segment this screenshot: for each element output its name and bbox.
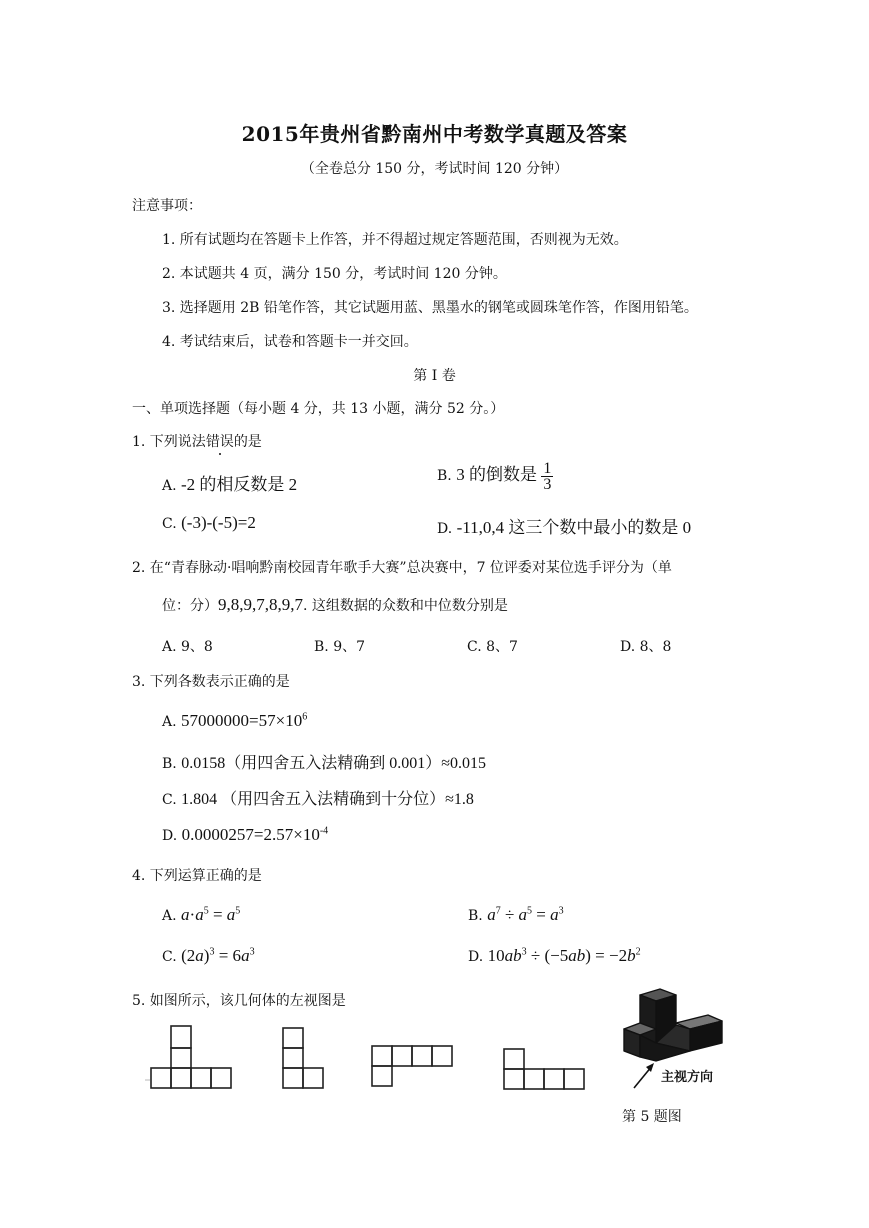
view-direction-label: 主视方向 <box>661 1070 714 1085</box>
q2-option-d: D. 8、8 <box>620 639 672 655</box>
q5-view-d-figure <box>498 1045 594 1093</box>
q4-option-b <box>468 905 564 925</box>
fraction-numerator: 1 <box>543 459 552 477</box>
option-label: B. <box>162 756 177 772</box>
q3-option-d <box>162 825 328 845</box>
notice-item-4: 4. 考试结束后，试卷和答题卡一并交回。 <box>162 334 418 350</box>
q1-emphasis: 错误 <box>205 434 234 450</box>
q5-solid-figure <box>618 985 730 1065</box>
option-text: 0.0000257=2.57×10 <box>181 825 320 844</box>
q5-caption: 第 5 题图 <box>622 1109 682 1125</box>
option-text: 57000000=57×10 <box>181 711 303 730</box>
volume-label: 第 I 卷 <box>413 368 456 384</box>
q2-stem-line1: 2. 在“青春脉动·唱响黔南校园青年歌手大赛”总决赛中，7 位评委对某位选手评分为（单 <box>132 560 672 576</box>
section-heading: 一、单项选择题（每小题 4 分，共 13 小题，满分 52 分。） <box>132 401 505 417</box>
exponent: 6 <box>302 711 308 723</box>
q5-view-c-figure <box>368 1042 458 1092</box>
option-label: C. <box>162 516 177 532</box>
page-subtitle: （全卷总分 150 分，考试时间 120 分钟） <box>300 161 569 177</box>
exponent: -4 <box>319 825 329 837</box>
option-label: A. <box>162 478 177 494</box>
q2-option-b: B. 9、7 <box>314 639 366 655</box>
q1-option-d <box>437 513 691 538</box>
q2-stem-b: . 这组数据的众数和中位数分别是 <box>303 598 508 614</box>
option-label: C. <box>162 792 177 808</box>
q4-a-formula: $a\cdot a^5 = a^5$ <box>181 905 241 924</box>
q3-option-b <box>162 750 486 773</box>
q2-stem-line2 <box>162 595 508 615</box>
q4-option-a <box>162 905 240 925</box>
notice-item-1: 1. 所有试题均在答题卡上作答，并不得超过规定答题范围，否则视为无效。 <box>162 232 628 248</box>
q3-option-a <box>162 711 307 731</box>
notice-heading: 注意事项： <box>132 198 202 214</box>
q1-option-a <box>162 470 297 495</box>
option-label: C. <box>162 949 177 965</box>
option-text: -11,0,4 这三个数中最小的数是 0 <box>456 518 692 537</box>
option-label: D. <box>437 521 453 537</box>
notice-item-3: 3. 选择题用 2B 铅笔作答，其它试题用蓝、黑墨水的钢笔或圆珠笔作答，作图用铅笔。 <box>162 300 698 316</box>
q1-stem <box>132 431 262 451</box>
option-label: D. <box>162 828 178 844</box>
q5-view-a-figure <box>145 1022 245 1092</box>
q3-option-c <box>162 786 474 809</box>
q1-option-b <box>437 460 553 492</box>
q4-b-formula: $a^7 \div a^5 = a^3$ <box>487 905 564 924</box>
fraction-denominator: 3 <box>543 475 552 493</box>
q2-stem-a: 位：分） <box>162 598 218 614</box>
option-text: 1.804 （用四舍五入法精确到十分位）≈1.8 <box>181 791 474 808</box>
option-label: B. <box>468 908 483 924</box>
q1-option-c <box>162 513 256 533</box>
q4-option-d <box>468 946 641 966</box>
q4-c-formula: $(2a)^3 = 6a^3$ <box>181 946 255 965</box>
q3-stem: 3. 下列各数表示正确的是 <box>132 674 290 690</box>
q1-stem-c: 的是 <box>233 434 262 450</box>
fraction-one-third <box>541 461 553 492</box>
q4-d-formula: $10ab^3 \div (-5ab) = -2b^2$ <box>487 946 641 965</box>
q5-view-b-figure <box>275 1022 325 1092</box>
q1-stem-a: 1. 下列说法 <box>132 434 206 450</box>
option-text: 3 的倒数是 <box>456 465 537 484</box>
option-text: 0.0158（用四舍五入法精确到 0.001）≈0.015 <box>181 755 486 772</box>
q5-stem: 5. 如图所示，该几何体的左视图是 <box>132 993 346 1009</box>
q2-option-c: C. 8、7 <box>467 639 518 655</box>
q2-option-a: A. 9、8 <box>162 639 213 655</box>
option-label: B. <box>437 468 452 484</box>
option-text: (-3)-(-5)=2 <box>181 513 256 532</box>
q4-option-c <box>162 946 255 966</box>
option-label: A. <box>162 908 177 924</box>
q4-stem: 4. 下列运算正确的是 <box>132 868 262 884</box>
q2-scores: 9,8,9,7,8,9,7 <box>218 595 303 614</box>
option-text: -2 的相反数是 2 <box>181 475 298 494</box>
option-label: A. <box>162 714 177 730</box>
notice-item-2: 2. 本试题共 4 页，满分 150 分，考试时间 120 分钟。 <box>162 266 507 282</box>
page-title: 2015年贵州省黔南州中考数学真题及答案 <box>241 122 628 146</box>
option-label: D. <box>468 949 484 965</box>
